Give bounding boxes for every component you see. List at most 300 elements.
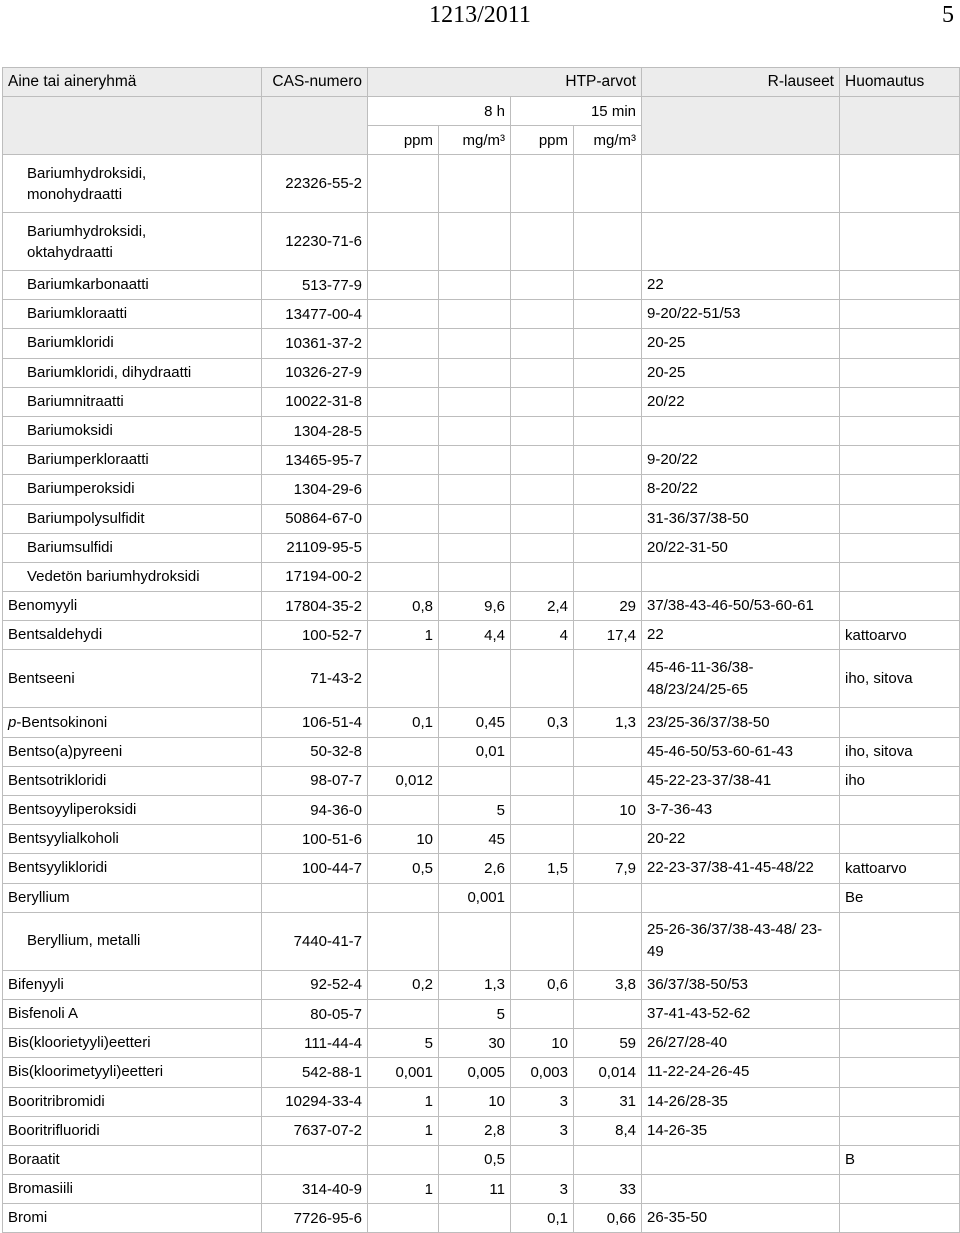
mg-15min-cell	[574, 562, 642, 591]
mg-15min-cell: 3,8	[574, 970, 642, 999]
ppm-15min-cell	[511, 999, 574, 1028]
mg-8h-cell	[439, 912, 511, 970]
note-cell	[840, 970, 960, 999]
ppm-15min-cell: 3	[511, 1116, 574, 1145]
table-row	[3, 796, 960, 825]
mg-8h-cell: 0,5	[439, 1145, 511, 1174]
r-phrases-cell: 3-7-36-43	[642, 796, 840, 825]
ppm-15min-cell: 3	[511, 1087, 574, 1116]
note-cell	[840, 504, 960, 533]
cas-number-cell: 71-43-2	[262, 650, 368, 708]
mg-8h-cell: 0,005	[439, 1058, 511, 1087]
r-phrases-cell: 31-36/37/38-50	[642, 504, 840, 533]
cas-number-cell: 12230-71-6	[262, 213, 368, 271]
ppm-8h-cell	[368, 533, 439, 562]
ppm-15min-cell	[511, 912, 574, 970]
note-cell	[840, 300, 960, 329]
mg-15min-cell	[574, 912, 642, 970]
cas-number-cell: 1304-29-6	[262, 475, 368, 504]
mg-8h-cell	[439, 1204, 511, 1233]
substance-name-cell: Bariumperkloraatti	[3, 446, 262, 475]
cas-number-cell: 542-88-1	[262, 1058, 368, 1087]
note-cell	[840, 213, 960, 271]
cas-number-cell: 98-07-7	[262, 766, 368, 795]
mg-15min-cell: 29	[574, 592, 642, 621]
note-cell	[840, 796, 960, 825]
header-ppm-8h: ppm	[368, 126, 439, 155]
cas-number-cell: 7440-41-7	[262, 912, 368, 970]
substance-name-cell: Bariumperoksidi	[3, 475, 262, 504]
ppm-8h-cell	[368, 416, 439, 445]
substance-name-cell: Bariumhydroksidi, monohydraatti	[3, 155, 262, 213]
ppm-8h-cell: 1	[368, 621, 439, 650]
substance-name-cell: Bariumkloridi, dihydraatti	[3, 358, 262, 387]
ppm-15min-cell	[511, 213, 574, 271]
ppm-8h-cell	[368, 358, 439, 387]
header-cas: CAS-numero	[262, 68, 368, 97]
ppm-8h-cell	[368, 1204, 439, 1233]
substance-name-cell: Booritribromidi	[3, 1087, 262, 1116]
cas-number-cell: 50864-67-0	[262, 504, 368, 533]
ppm-15min-cell	[511, 766, 574, 795]
cas-number-cell: 94-36-0	[262, 796, 368, 825]
r-phrases-cell	[642, 416, 840, 445]
ppm-15min-cell: 0,3	[511, 708, 574, 737]
mg-15min-cell: 8,4	[574, 1116, 642, 1145]
ppm-15min-cell	[511, 358, 574, 387]
cas-number-cell: 17194-00-2	[262, 562, 368, 591]
ppm-8h-cell	[368, 1145, 439, 1174]
ppm-8h-cell	[368, 912, 439, 970]
r-phrases-cell: 20-22	[642, 825, 840, 854]
ppm-15min-cell: 0,1	[511, 1204, 574, 1233]
ppm-8h-cell	[368, 155, 439, 213]
page-header	[0, 0, 960, 38]
mg-15min-cell: 0,66	[574, 1204, 642, 1233]
substance-name-cell: Bariumkloraatti	[3, 300, 262, 329]
table-row	[3, 912, 960, 970]
page-number: 5	[942, 2, 954, 28]
ppm-8h-cell: 0,012	[368, 766, 439, 795]
ppm-8h-cell	[368, 650, 439, 708]
cas-number-cell: 7726-95-6	[262, 1204, 368, 1233]
substance-name-cell: Bis(kloorimetyyli)eetteri	[3, 1058, 262, 1087]
table-row	[3, 329, 960, 358]
ppm-15min-cell	[511, 504, 574, 533]
note-cell	[840, 1204, 960, 1233]
ppm-8h-cell	[368, 737, 439, 766]
mg-8h-cell: 2,6	[439, 854, 511, 883]
mg-8h-cell	[439, 300, 511, 329]
ppm-8h-cell	[368, 475, 439, 504]
cas-number-cell: 80-05-7	[262, 999, 368, 1028]
substance-name-cell: Boraatit	[3, 1145, 262, 1174]
substance-name-cell: Bentso(a)pyreeni	[3, 737, 262, 766]
cas-number-cell: 106-51-4	[262, 708, 368, 737]
r-phrases-cell: 20-25	[642, 329, 840, 358]
ppm-15min-cell	[511, 650, 574, 708]
note-cell	[840, 358, 960, 387]
ppm-8h-cell	[368, 271, 439, 300]
mg-15min-cell	[574, 416, 642, 445]
ppm-15min-cell	[511, 387, 574, 416]
table-row	[3, 854, 960, 883]
name-text: -Bentsokinoni	[16, 713, 108, 731]
table-row	[3, 825, 960, 854]
mg-8h-cell: 9,6	[439, 592, 511, 621]
note-cell	[840, 999, 960, 1028]
r-phrases-cell: 9-20/22-51/53	[642, 300, 840, 329]
mg-8h-cell	[439, 213, 511, 271]
note-cell	[840, 1029, 960, 1058]
note-cell	[840, 329, 960, 358]
r-phrases-cell: 23/25-36/37/38-50	[642, 708, 840, 737]
mg-8h-cell	[439, 271, 511, 300]
mg-15min-cell	[574, 825, 642, 854]
mg-15min-cell: 1,3	[574, 708, 642, 737]
substance-name-cell: Bentsotrikloridi	[3, 766, 262, 795]
ppm-8h-cell: 0,001	[368, 1058, 439, 1087]
note-cell	[840, 416, 960, 445]
r-phrases-cell: 22	[642, 621, 840, 650]
table-row	[3, 621, 960, 650]
table-row	[3, 358, 960, 387]
mg-8h-cell	[439, 475, 511, 504]
r-phrases-cell: 20/22	[642, 387, 840, 416]
ppm-8h-cell: 10	[368, 825, 439, 854]
table-row	[3, 475, 960, 504]
name-prefix: p	[8, 713, 17, 731]
r-phrases-cell	[642, 562, 840, 591]
table-row	[3, 737, 960, 766]
r-phrases-cell: 36/37/38-50/53	[642, 970, 840, 999]
mg-8h-cell: 5	[439, 796, 511, 825]
header-htp: HTP-arvot	[368, 68, 642, 97]
cas-number-cell: 10326-27-9	[262, 358, 368, 387]
substance-name-cell: Bentseeni	[3, 650, 262, 708]
substance-name-cell: Bentsyylikloridi	[3, 854, 262, 883]
table-row	[3, 446, 960, 475]
note-cell: iho, sitova	[840, 650, 960, 708]
mg-15min-cell	[574, 475, 642, 504]
note-cell	[840, 562, 960, 591]
substance-name-cell: Bentsyylialkoholi	[3, 825, 262, 854]
r-phrases-cell: 9-20/22	[642, 446, 840, 475]
mg-8h-cell	[439, 416, 511, 445]
header-r-phrases: R-lauseet	[642, 68, 840, 97]
r-phrases-cell: 26/27/28-40	[642, 1029, 840, 1058]
mg-15min-cell	[574, 329, 642, 358]
mg-15min-cell	[574, 650, 642, 708]
note-cell	[840, 1175, 960, 1204]
r-phrases-cell	[642, 1145, 840, 1174]
note-cell	[840, 533, 960, 562]
table-row	[3, 650, 960, 708]
ppm-15min-cell	[511, 737, 574, 766]
header-blank-2	[262, 97, 368, 155]
table-row	[3, 1175, 960, 1204]
note-cell	[840, 1058, 960, 1087]
mg-8h-cell	[439, 766, 511, 795]
mg-8h-cell	[439, 533, 511, 562]
note-cell	[840, 592, 960, 621]
ppm-15min-cell	[511, 883, 574, 912]
table-row	[3, 1087, 960, 1116]
note-cell	[840, 708, 960, 737]
table-row	[3, 300, 960, 329]
mg-15min-cell: 10	[574, 796, 642, 825]
note-cell	[840, 1116, 960, 1145]
substance-name-cell: Bromi	[3, 1204, 262, 1233]
table-row	[3, 708, 960, 737]
header-8h: 8 h	[368, 97, 511, 126]
r-phrases-cell: 45-22-23-37/38-41	[642, 766, 840, 795]
ppm-15min-cell	[511, 825, 574, 854]
mg-15min-cell: 31	[574, 1087, 642, 1116]
r-phrases-cell: 20/22-31-50	[642, 533, 840, 562]
table-row	[3, 999, 960, 1028]
mg-8h-cell	[439, 562, 511, 591]
mg-15min-cell	[574, 446, 642, 475]
note-cell: Be	[840, 883, 960, 912]
note-cell	[840, 475, 960, 504]
substance-name-cell: Bariumhydroksidi, oktahydraatti	[3, 213, 262, 271]
substance-name-cell: Bifenyyli	[3, 970, 262, 999]
mg-15min-cell	[574, 999, 642, 1028]
ppm-15min-cell	[511, 271, 574, 300]
ppm-8h-cell	[368, 213, 439, 271]
ppm-8h-cell	[368, 999, 439, 1028]
note-cell: kattoarvo	[840, 621, 960, 650]
table-row	[3, 416, 960, 445]
mg-8h-cell	[439, 155, 511, 213]
substance-name-cell: Bisfenoli A	[3, 999, 262, 1028]
cas-number-cell: 17804-35-2	[262, 592, 368, 621]
ppm-15min-cell: 2,4	[511, 592, 574, 621]
substance-name-cell: Bromasiili	[3, 1175, 262, 1204]
mg-15min-cell	[574, 1145, 642, 1174]
mg-15min-cell	[574, 504, 642, 533]
mg-15min-cell	[574, 883, 642, 912]
r-phrases-cell: 8-20/22	[642, 475, 840, 504]
ppm-15min-cell	[511, 446, 574, 475]
cas-number-cell: 21109-95-5	[262, 533, 368, 562]
table-row	[3, 1116, 960, 1145]
cas-number-cell: 10022-31-8	[262, 387, 368, 416]
mg-8h-cell: 11	[439, 1175, 511, 1204]
mg-15min-cell	[574, 358, 642, 387]
ppm-15min-cell: 4	[511, 621, 574, 650]
mg-8h-cell	[439, 504, 511, 533]
ppm-15min-cell	[511, 562, 574, 591]
cas-number-cell: 7637-07-2	[262, 1116, 368, 1145]
ppm-8h-cell	[368, 329, 439, 358]
mg-8h-cell	[439, 358, 511, 387]
r-phrases-cell: 25-26-36/37/38-43-48/ 23-49	[642, 912, 840, 970]
table-row	[3, 970, 960, 999]
cas-number-cell: 1304-28-5	[262, 416, 368, 445]
ppm-15min-cell	[511, 300, 574, 329]
mg-8h-cell: 10	[439, 1087, 511, 1116]
r-phrases-cell: 14-26-35	[642, 1116, 840, 1145]
header-blank-1	[3, 97, 262, 155]
substance-name-cell	[3, 708, 262, 737]
r-phrases-cell: 22-23-37/38-41-45-48/22	[642, 854, 840, 883]
note-cell: B	[840, 1145, 960, 1174]
mg-15min-cell: 17,4	[574, 621, 642, 650]
ppm-8h-cell	[368, 504, 439, 533]
note-cell: iho	[840, 766, 960, 795]
cas-number-cell	[262, 883, 368, 912]
ppm-8h-cell: 1	[368, 1175, 439, 1204]
header-ppm-15min: ppm	[511, 126, 574, 155]
substance-name-cell: Bentsoyyliperoksidi	[3, 796, 262, 825]
substance-name-cell: Booritrifluoridi	[3, 1116, 262, 1145]
cas-number-cell: 513-77-9	[262, 271, 368, 300]
header-15min: 15 min	[511, 97, 642, 126]
ppm-15min-cell: 3	[511, 1175, 574, 1204]
ppm-8h-cell: 1	[368, 1087, 439, 1116]
note-cell	[840, 825, 960, 854]
r-phrases-cell: 26-35-50	[642, 1204, 840, 1233]
substance-name-cell: Bariumsulfidi	[3, 533, 262, 562]
ppm-15min-cell	[511, 475, 574, 504]
ppm-8h-cell: 0,8	[368, 592, 439, 621]
table-row	[3, 271, 960, 300]
substance-name-cell: Vedetön bariumhydroksidi	[3, 562, 262, 591]
r-phrases-cell: 37-41-43-52-62	[642, 999, 840, 1028]
r-phrases-cell	[642, 213, 840, 271]
mg-15min-cell	[574, 213, 642, 271]
table-row	[3, 533, 960, 562]
header-blank-4	[840, 97, 960, 155]
r-phrases-cell: 11-22-24-26-45	[642, 1058, 840, 1087]
document-number: 1213/2011	[429, 2, 531, 28]
mg-8h-cell: 30	[439, 1029, 511, 1058]
r-phrases-cell: 22	[642, 271, 840, 300]
mg-15min-cell	[574, 387, 642, 416]
cas-number-cell: 100-51-6	[262, 825, 368, 854]
r-phrases-cell	[642, 883, 840, 912]
table-row	[3, 1029, 960, 1058]
mg-8h-cell	[439, 650, 511, 708]
mg-15min-cell	[574, 533, 642, 562]
header-substance: Aine tai aineryhmä	[3, 68, 262, 97]
ppm-8h-cell	[368, 446, 439, 475]
r-phrases-cell: 45-46-50/53-60-61-43	[642, 737, 840, 766]
ppm-8h-cell	[368, 300, 439, 329]
header-blank-3	[642, 97, 840, 155]
cas-number-cell: 100-44-7	[262, 854, 368, 883]
ppm-15min-cell: 0,6	[511, 970, 574, 999]
substance-name-cell: Bariumnitraatti	[3, 387, 262, 416]
cas-number-cell: 13465-95-7	[262, 446, 368, 475]
substance-name-cell: Bentsaldehydi	[3, 621, 262, 650]
ppm-8h-cell: 1	[368, 1116, 439, 1145]
mg-15min-cell: 59	[574, 1029, 642, 1058]
cas-number-cell: 13477-00-4	[262, 300, 368, 329]
table-row	[3, 592, 960, 621]
table-row	[3, 766, 960, 795]
r-phrases-cell: 45-46-11-36/38-48/23/24/25-65	[642, 650, 840, 708]
r-phrases-cell: 20-25	[642, 358, 840, 387]
mg-8h-cell: 0,45	[439, 708, 511, 737]
cas-number-cell: 10294-33-4	[262, 1087, 368, 1116]
r-phrases-cell	[642, 155, 840, 213]
htp-values-table	[2, 67, 960, 1233]
mg-8h-cell	[439, 446, 511, 475]
mg-15min-cell: 0,014	[574, 1058, 642, 1087]
mg-8h-cell: 4,4	[439, 621, 511, 650]
mg-15min-cell	[574, 271, 642, 300]
mg-15min-cell	[574, 155, 642, 213]
r-phrases-cell: 14-26/28-35	[642, 1087, 840, 1116]
r-phrases-cell	[642, 1175, 840, 1204]
cas-number-cell: 314-40-9	[262, 1175, 368, 1204]
ppm-8h-cell	[368, 387, 439, 416]
cas-number-cell: 100-52-7	[262, 621, 368, 650]
mg-15min-cell: 7,9	[574, 854, 642, 883]
cas-number-cell: 22326-55-2	[262, 155, 368, 213]
header-mg-8h: mg/m³	[439, 126, 511, 155]
table-row	[3, 883, 960, 912]
table-row	[3, 1145, 960, 1174]
cas-number-cell: 92-52-4	[262, 970, 368, 999]
header-mg-15min: mg/m³	[574, 126, 642, 155]
ppm-8h-cell	[368, 562, 439, 591]
note-cell	[840, 271, 960, 300]
ppm-8h-cell: 0,5	[368, 854, 439, 883]
table-row	[3, 1204, 960, 1233]
mg-15min-cell	[574, 766, 642, 795]
mg-15min-cell: 33	[574, 1175, 642, 1204]
note-cell	[840, 446, 960, 475]
cas-number-cell: 10361-37-2	[262, 329, 368, 358]
ppm-8h-cell: 0,1	[368, 708, 439, 737]
ppm-8h-cell: 5	[368, 1029, 439, 1058]
ppm-15min-cell	[511, 155, 574, 213]
ppm-15min-cell	[511, 533, 574, 562]
ppm-8h-cell: 0,2	[368, 970, 439, 999]
table-row	[3, 213, 960, 271]
note-cell	[840, 1087, 960, 1116]
ppm-15min-cell: 0,003	[511, 1058, 574, 1087]
note-cell	[840, 912, 960, 970]
note-cell	[840, 387, 960, 416]
note-cell	[840, 155, 960, 213]
r-phrases-cell: 37/38-43-46-50/53-60-61	[642, 592, 840, 621]
ppm-15min-cell	[511, 329, 574, 358]
cas-number-cell	[262, 1145, 368, 1174]
note-cell: kattoarvo	[840, 854, 960, 883]
substance-name-cell: Bariumkloridi	[3, 329, 262, 358]
mg-8h-cell	[439, 329, 511, 358]
table-row	[3, 155, 960, 213]
ppm-8h-cell	[368, 883, 439, 912]
mg-15min-cell	[574, 737, 642, 766]
cas-number-cell: 111-44-4	[262, 1029, 368, 1058]
mg-8h-cell: 45	[439, 825, 511, 854]
substance-name-cell: Bis(kloorietyyli)eetteri	[3, 1029, 262, 1058]
mg-8h-cell: 5	[439, 999, 511, 1028]
mg-8h-cell: 1,3	[439, 970, 511, 999]
substance-name-cell: Bariumpolysulfidit	[3, 504, 262, 533]
ppm-15min-cell	[511, 796, 574, 825]
mg-8h-cell: 0,001	[439, 883, 511, 912]
ppm-15min-cell: 1,5	[511, 854, 574, 883]
ppm-15min-cell: 10	[511, 1029, 574, 1058]
mg-8h-cell: 0,01	[439, 737, 511, 766]
